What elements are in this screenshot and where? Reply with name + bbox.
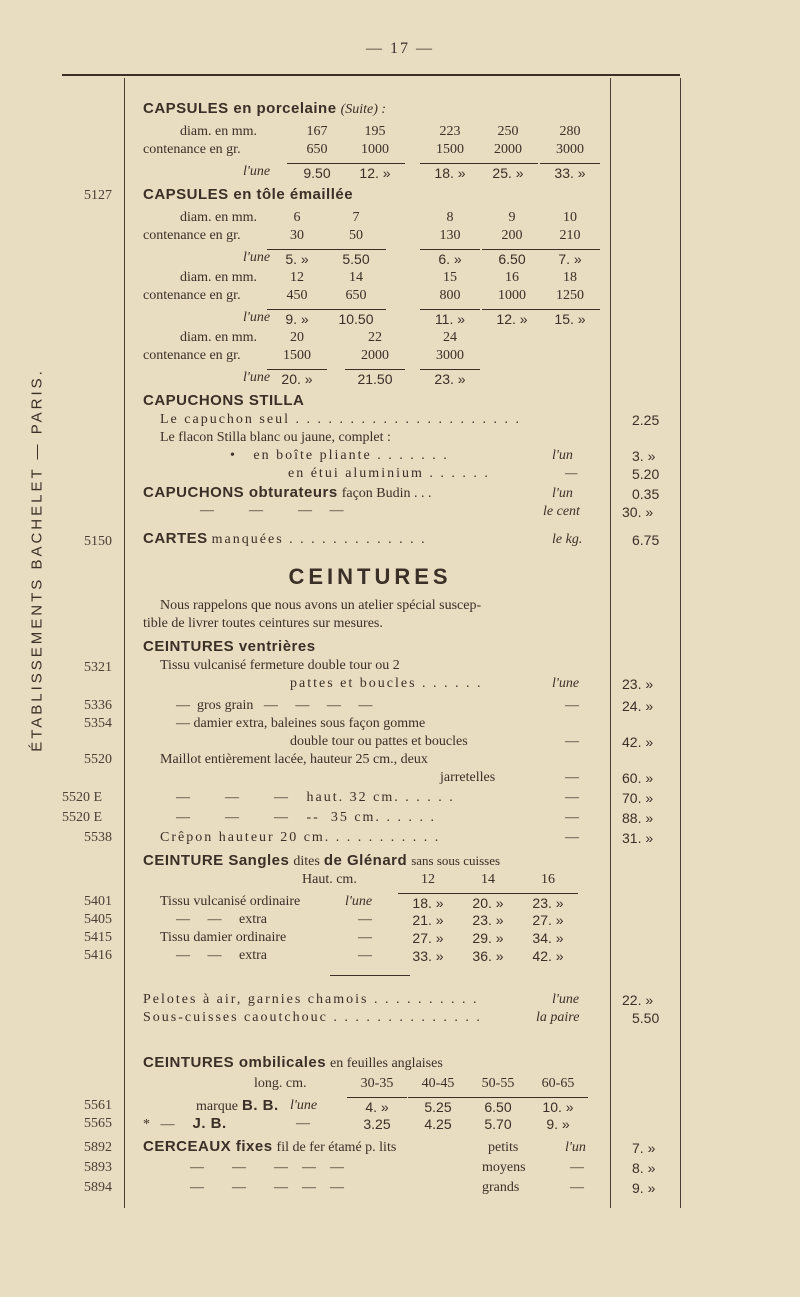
intro-line: tible de livrer toutes ceintures sur mesures. xyxy=(143,616,383,631)
capuchon-seul-label: Le capuchon seul . . . . . . . . . . . . . . . . . . . . . xyxy=(160,412,521,427)
etui-label: en étui aluminium . . . . . . xyxy=(288,466,490,481)
flacon-label: Le flacon Stilla blanc ou jaune, complet : xyxy=(160,430,391,445)
contenance-value: 200 xyxy=(501,228,523,243)
page-number: — 17 — xyxy=(366,40,434,57)
row-label: l'une xyxy=(243,370,271,385)
row-label: contenance en gr. xyxy=(143,142,241,157)
row-label: diam. en mm. xyxy=(180,330,257,345)
row-label: diam. en mm. xyxy=(180,270,257,285)
capuchons-obturateurs: CAPUCHONS obturateurs façon Budin . . . xyxy=(143,484,432,501)
column-rule-right xyxy=(680,78,681,1208)
price: 5.70 xyxy=(484,1116,512,1132)
diam-value: 22 xyxy=(368,330,382,345)
contenance-value: 1500 xyxy=(436,142,464,157)
ombilicales-heading: CEINTURES ombilicales en feuilles anglaises xyxy=(143,1054,443,1071)
cerceaux-heading: CERCEAUX fixes fil de fer étamé p. lits xyxy=(143,1138,397,1155)
price: 42. » xyxy=(622,734,654,750)
price-value: 5. » xyxy=(267,249,327,267)
unit: — xyxy=(296,1116,310,1131)
unit: le cent xyxy=(543,504,580,519)
contenance-value: 800 xyxy=(439,288,461,303)
item-text: — damier extra, baleines sous façon gomme xyxy=(176,716,426,731)
contenance-value: 210 xyxy=(559,228,581,243)
price-value: 12. » xyxy=(482,309,542,327)
price-value: 15. » xyxy=(540,309,600,327)
price-value: 9.50 xyxy=(287,163,347,181)
capsules-porcelaine-heading: CAPSULES en porcelaine (Suite) : xyxy=(143,100,387,117)
price: 4. » xyxy=(347,1097,407,1115)
contenance-value: 650 xyxy=(345,288,367,303)
price: 18. » xyxy=(398,893,458,911)
ref-number: 5401 xyxy=(84,894,112,909)
intro-line: Nous rappelons que nous avons un atelier spécial suscep- xyxy=(160,598,482,613)
size-label: grands xyxy=(482,1180,520,1195)
capuchons-heading: CAPUCHONS STILLA xyxy=(143,392,305,409)
length-col: 30-35 xyxy=(360,1076,394,1091)
price: 5.25 xyxy=(408,1097,468,1115)
price: 0.35 xyxy=(632,486,660,502)
diam-value: 24 xyxy=(443,330,457,345)
unit: — xyxy=(565,830,579,845)
item-text: pattes et boucles . . . . . . xyxy=(290,676,483,691)
contenance-value: 1000 xyxy=(361,142,389,157)
unit: — xyxy=(565,698,579,713)
unit: — xyxy=(565,466,578,481)
unit: — xyxy=(358,948,372,963)
ref-number: 5415 xyxy=(84,930,112,945)
price: 10. » xyxy=(528,1097,588,1115)
ditto-marks: — — — — — xyxy=(190,1160,344,1175)
price: 70. » xyxy=(622,790,654,806)
item-text: Tissu vulcanisé fermeture double tour ou 2 xyxy=(160,658,400,673)
unit: — xyxy=(358,930,372,945)
price: 88. » xyxy=(622,810,654,826)
price: 9. » xyxy=(632,1180,656,1196)
item-text: jarretelles xyxy=(440,770,496,785)
price: 29. » xyxy=(472,930,504,946)
ref-number: 5561 xyxy=(84,1098,112,1113)
price-value: 6. » xyxy=(420,249,480,267)
price: 22. » xyxy=(622,992,654,1008)
diam-value: 16 xyxy=(505,270,519,285)
ventrieres-heading: CEINTURES ventrières xyxy=(143,638,316,655)
row-label: * — J. B. xyxy=(143,1115,227,1132)
row-label: contenance en gr. xyxy=(143,348,241,363)
price: 31. » xyxy=(622,830,654,846)
ref-number: 5150 xyxy=(84,534,112,549)
unit: l'une xyxy=(552,676,580,691)
unit: — xyxy=(565,770,579,785)
price: 3.25 xyxy=(363,1116,391,1132)
capsules-tole-heading: CAPSULES en tôle émaillée xyxy=(143,186,354,203)
price-value: 18. » xyxy=(420,163,480,181)
unit: — xyxy=(570,1160,584,1175)
contenance-value: 50 xyxy=(349,228,363,243)
price: 23. » xyxy=(518,893,578,911)
price: 60. » xyxy=(622,770,654,786)
size-label: moyens xyxy=(482,1160,526,1175)
price-value: 11. » xyxy=(420,309,480,327)
price: 42. » xyxy=(532,948,564,964)
row-label: diam. en mm. xyxy=(180,124,257,139)
unit: l'une xyxy=(290,1098,318,1113)
unit: — xyxy=(358,912,372,927)
price-value: 9. » xyxy=(267,309,327,327)
contenance-value: 1250 xyxy=(556,288,584,303)
ref-number: 5520 xyxy=(84,752,112,767)
height-col: 14 xyxy=(481,872,495,887)
size-label: petits xyxy=(488,1140,519,1155)
row-label: Tissu vulcanisé ordinaire xyxy=(160,894,301,909)
ref-number: 5354 xyxy=(84,716,112,731)
contenance-value: 450 xyxy=(286,288,308,303)
contenance-value: 2000 xyxy=(494,142,522,157)
price: 24. » xyxy=(622,698,654,714)
price: 27. » xyxy=(412,930,444,946)
unit: — xyxy=(570,1180,584,1195)
length-col: 40-45 xyxy=(421,1076,455,1091)
diam-value: 280 xyxy=(559,124,581,139)
row-label: — — extra xyxy=(176,912,267,927)
unit: la paire xyxy=(536,1010,580,1025)
row-label: l'une xyxy=(243,250,271,265)
price: 20. » xyxy=(458,893,518,911)
row-label: diam. en mm. xyxy=(180,210,257,225)
column-rule-mid xyxy=(610,78,611,1208)
contenance-value: 30 xyxy=(290,228,304,243)
price: 4.25 xyxy=(424,1116,452,1132)
item-text: — — — haut. 32 cm. . . . . . xyxy=(176,790,455,805)
price: 21. » xyxy=(412,912,444,928)
price: 6.50 xyxy=(468,1097,528,1115)
price-value: 21.50 xyxy=(345,369,405,387)
pelotes-line: Pelotes à air, garnies chamois . . . . . . . . . . xyxy=(143,992,479,1007)
ref-number: 5416 xyxy=(84,948,112,963)
diam-value: 18 xyxy=(563,270,577,285)
price-value: 20. » xyxy=(267,369,327,387)
ditto-marks: — — — — xyxy=(200,503,344,518)
contenance-value: 650 xyxy=(306,142,328,157)
haut-label: Haut. cm. xyxy=(302,872,357,887)
unit: l'un xyxy=(565,1140,586,1155)
ref-number: 5894 xyxy=(84,1180,112,1195)
price: 34. » xyxy=(532,930,564,946)
diam-value: 223 xyxy=(439,124,461,139)
price: 30. » xyxy=(622,504,654,520)
price: 8. » xyxy=(632,1160,656,1176)
diam-value: 12 xyxy=(290,270,304,285)
section-title: CEINTURES xyxy=(288,564,452,589)
price: 5.50 xyxy=(632,1010,660,1026)
unit: l'une xyxy=(552,992,580,1007)
souscuisses-line: Sous-cuisses caoutchouc . . . . . . . . . . . . . . xyxy=(143,1010,482,1025)
price-value: 33. » xyxy=(540,163,600,181)
price-value: 12. » xyxy=(345,163,405,181)
boite-label: • en boîte pliante . . . . . . . xyxy=(230,448,449,463)
contenance-value: 3000 xyxy=(556,142,584,157)
item-text: — — — -- 35 cm. . . . . . xyxy=(176,810,436,825)
price: 5.20 xyxy=(632,466,660,482)
contenance-value: 3000 xyxy=(436,348,464,363)
price: 27. » xyxy=(532,912,564,928)
diam-value: 15 xyxy=(443,270,457,285)
ref-number: 5520 E xyxy=(62,810,103,825)
length-col: 60-65 xyxy=(541,1076,575,1091)
row-label: Tissu damier ordinaire xyxy=(160,930,287,945)
unit: l'un xyxy=(552,486,573,501)
ref-number: 5565 xyxy=(84,1116,112,1131)
length-col: 50-55 xyxy=(481,1076,515,1091)
ref-number: 5893 xyxy=(84,1160,112,1175)
price: 9. » xyxy=(546,1116,570,1132)
sangles-heading: CEINTURE Sangles dites de Glénard sans sous cuisses xyxy=(143,852,501,869)
item-text: double tour ou pattes et boucles xyxy=(290,734,468,749)
price-value: 23. » xyxy=(420,369,480,387)
price: 3. » xyxy=(632,448,656,464)
top-rule xyxy=(62,74,680,76)
ref-number: 5336 xyxy=(84,698,112,713)
height-col: 12 xyxy=(421,872,435,887)
contenance-value: 2000 xyxy=(361,348,389,363)
unit: le kg. xyxy=(552,532,583,547)
item-text: Crêpon hauteur 20 cm. . . . . . . . . . . xyxy=(160,830,441,845)
price-value: 10.50 xyxy=(326,309,386,327)
unit: — xyxy=(565,810,579,825)
diam-value: 9 xyxy=(508,210,516,225)
ditto-marks: — — — — — xyxy=(190,1180,344,1195)
cartes-line: CARTES manquées . . . . . . . . . . . . . xyxy=(143,530,427,547)
price: 36. » xyxy=(472,948,504,964)
row-label: marque B. B. xyxy=(196,1097,279,1114)
price: 33. » xyxy=(412,948,444,964)
ref-number: 5127 xyxy=(84,188,112,203)
contenance-value: 1000 xyxy=(498,288,526,303)
side-imprint: ÉTABLISSEMENTS BACHELET — PARIS. xyxy=(28,368,46,752)
price: 6.75 xyxy=(632,532,660,548)
unit: — xyxy=(565,734,579,749)
contenance-value: 1500 xyxy=(283,348,311,363)
diam-value: 7 xyxy=(352,210,360,225)
row-label: — — extra xyxy=(176,948,267,963)
ref-number: 5538 xyxy=(84,830,112,845)
long-label: long. cm. xyxy=(254,1076,307,1091)
separator-rule xyxy=(330,975,410,976)
diam-value: 20 xyxy=(290,330,304,345)
price-value: 7. » xyxy=(540,249,600,267)
diam-value: 8 xyxy=(446,210,454,225)
column-rule-left xyxy=(124,78,125,1208)
item-text: — gros grain — — — — xyxy=(176,698,373,713)
contenance-value: 130 xyxy=(439,228,461,243)
item-text: Maillot entièrement lacée, hauteur 25 cm., deux xyxy=(160,752,428,767)
height-col: 16 xyxy=(541,872,555,887)
row-label: l'une xyxy=(243,164,271,179)
price-value: 25. » xyxy=(478,163,538,181)
unit: — xyxy=(565,790,579,805)
diam-value: 10 xyxy=(563,210,577,225)
price: 7. » xyxy=(632,1140,656,1156)
diam-value: 14 xyxy=(349,270,363,285)
ref-number: 5520 E xyxy=(62,790,103,805)
price: 23. » xyxy=(472,912,504,928)
row-label: l'une xyxy=(243,310,271,325)
ref-number: 5405 xyxy=(84,912,112,927)
unit: l'une xyxy=(345,894,373,909)
ref-number: 5321 xyxy=(84,660,112,675)
diam-value: 250 xyxy=(497,124,519,139)
capuchon-seul-price: 2.25 xyxy=(632,412,660,428)
price-value: 6.50 xyxy=(482,249,542,267)
row-label: contenance en gr. xyxy=(143,288,241,303)
ref-number: 5892 xyxy=(84,1140,112,1155)
diam-value: 6 xyxy=(293,210,301,225)
diam-value: 167 xyxy=(306,124,328,139)
price: 23. » xyxy=(622,676,654,692)
diam-value: 195 xyxy=(364,124,386,139)
unit: l'un xyxy=(552,448,573,463)
price-value: 5.50 xyxy=(326,249,386,267)
row-label: contenance en gr. xyxy=(143,228,241,243)
